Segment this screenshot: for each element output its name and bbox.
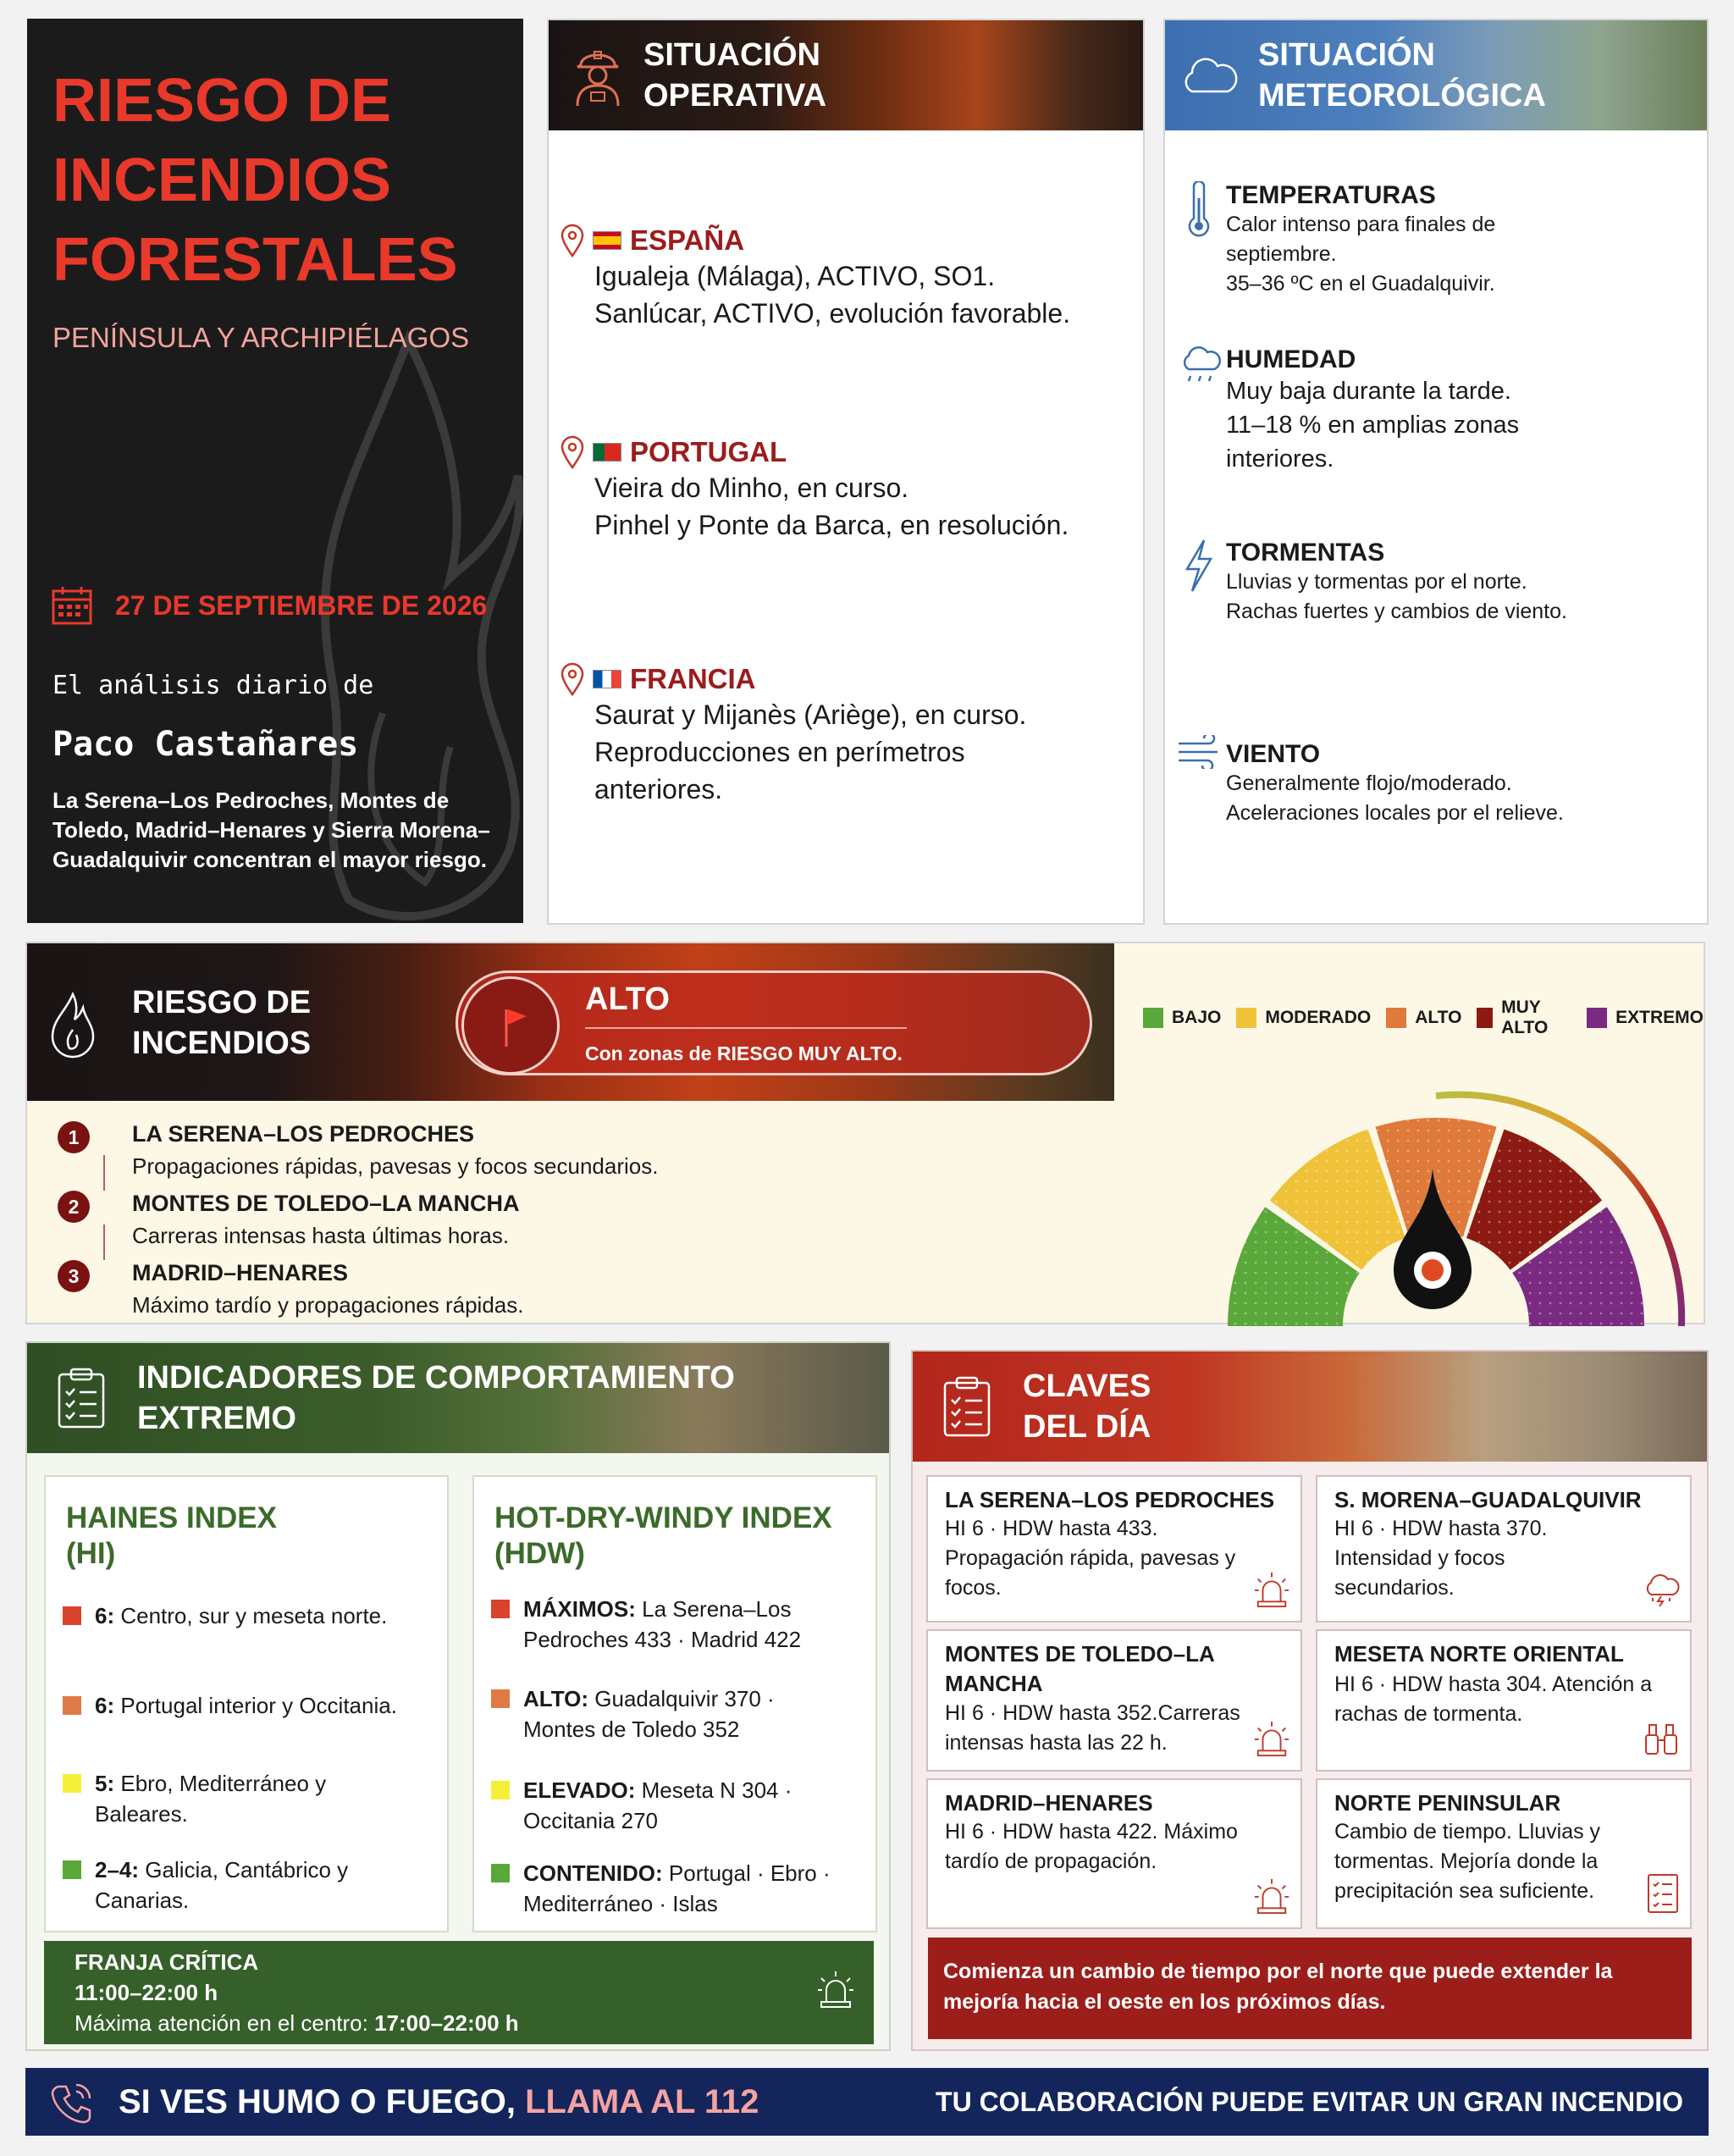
keys-panel [911, 1350, 1709, 2051]
siren-icon [1253, 1571, 1290, 1612]
key-card-text: HI 6 · HDW hasta 304. Atención a rachas de tormenta. [1334, 1672, 1653, 1726]
haines-text: Galicia, Cantábrico y Canarias. [95, 1857, 349, 1913]
hdw-row [491, 1775, 830, 1836]
zone-name: MADRID–HENARES [132, 1260, 349, 1285]
critical-note-hours: 17:00–22:00 h [374, 2010, 519, 2036]
flag-icon [464, 979, 562, 1077]
meteo-line: septiembre. [1226, 242, 1337, 266]
haines-title: HAINES INDEX (HI) [66, 1501, 277, 1570]
country-line: Igualeja (Málaga), ACTIVO, SO1. [594, 261, 996, 291]
legend-item [1386, 1008, 1461, 1028]
emergency-number: LLAMA AL 112 [525, 2082, 759, 2120]
key-card [1316, 1629, 1692, 1772]
level-swatch [63, 1860, 81, 1879]
risk-panel [25, 942, 1705, 1324]
legend-swatch [1143, 1008, 1163, 1028]
meteo-line: Aceleraciones locales por el relieve. [1226, 801, 1564, 825]
level-swatch [63, 1606, 81, 1625]
checklist-icon [942, 1374, 992, 1439]
meteo-viento [1182, 740, 1698, 828]
haines-text: Ebro, Mediterráneo y Baleares. [95, 1771, 327, 1827]
siren-icon [816, 1970, 855, 2009]
rain-cloud-icon [1179, 346, 1223, 392]
country-line: Pinhel y Ponte da Barca, en resolución. [594, 510, 1069, 540]
france-flag-icon [593, 670, 621, 688]
country-espana [561, 224, 1136, 332]
legend-swatch [1236, 1008, 1256, 1028]
haines-box [44, 1475, 449, 1932]
operativa-header [549, 20, 1143, 130]
country-line: Sanlúcar, ACTIVO, evolución favorable. [594, 298, 1071, 329]
risk-gauge [1182, 1067, 1707, 1330]
haines-text: Centro, sur y meseta norte. [114, 1603, 388, 1628]
footer-slogan: TU COLABORACIÓN PUEDE EVITAR UN GRAN INCENDIO [936, 2086, 1683, 2117]
critical-title: FRANJA CRÍTICA [75, 1949, 259, 1975]
meteo-line: Calor intenso para finales de [1226, 213, 1496, 236]
location-pin-icon [561, 435, 584, 469]
meteo-line: Muy baja durante la tarde. [1226, 378, 1511, 405]
meteo-line: interiores. [1226, 445, 1334, 473]
storm-cloud-icon [1643, 1571, 1680, 1612]
key-card-text: HI 6 · HDW hasta 370. Intensidad y focos secundarios. [1334, 1517, 1548, 1600]
key-card-text: HI 6 · HDW hasta 352.Carreras intensas hasta las 22 h. [945, 1701, 1240, 1755]
meteo-line: Lluvias y tormentas por el norte. [1226, 570, 1527, 594]
key-card-title: MESETA NORTE ORIENTAL [1334, 1641, 1624, 1667]
legend-item [1587, 1008, 1704, 1028]
country-portugal [561, 435, 1136, 544]
keys-header [913, 1352, 1707, 1462]
hdw-level: MÁXIMOS: [523, 1596, 636, 1622]
key-card [926, 1475, 1302, 1623]
meteo-line: 35–36 ºC en el Guadalquivir. [1226, 272, 1495, 296]
binoculars-icon [1643, 1720, 1680, 1761]
meteo-line: Generalmente flojo/moderado. [1226, 771, 1512, 795]
location-pin-icon [561, 662, 584, 696]
siren-icon [1253, 1720, 1290, 1761]
legend-label: MODERADO [1265, 1008, 1372, 1027]
hdw-row [491, 1858, 847, 1919]
critical-window [44, 1941, 874, 2044]
checklist-icon [56, 1366, 107, 1430]
haines-level: 5: [95, 1771, 115, 1796]
level-swatch [491, 1600, 510, 1618]
legend-item [1143, 1008, 1221, 1028]
critical-note-prefix: Máxima atención en el centro: [75, 2010, 375, 2036]
zone-text: Propagaciones rápidas, pavesas y focos secundarios. [132, 1153, 659, 1179]
key-card-title: MONTES DE TOLEDO–LA MANCHA [945, 1641, 1214, 1696]
level-swatch [63, 1696, 81, 1715]
risk-level: ALTO [585, 981, 670, 1017]
date-row [51, 584, 487, 627]
country-name: PORTUGAL [630, 436, 787, 467]
zone-number: 3 [58, 1260, 90, 1292]
meteo-item-title: TORMENTAS [1226, 539, 1385, 567]
key-card-title: LA SERENA–LOS PEDROCHES [945, 1487, 1275, 1512]
meteo-temperaturas [1182, 181, 1698, 299]
risk-header [27, 943, 1114, 1101]
operativa-panel [547, 19, 1145, 925]
haines-row [63, 1600, 435, 1631]
country-francia [561, 662, 1136, 808]
legend-swatch [1477, 1008, 1493, 1028]
flame-icon [47, 991, 98, 1059]
key-card-text: HI 6 · HDW hasta 422. Máximo tardío de propagación. [945, 1820, 1238, 1873]
zone-text: Carreras intensas hasta últimas horas. [132, 1223, 510, 1248]
legend-item [1477, 998, 1571, 1038]
zone-text: Máximo tardío y propagaciones rápidas. [132, 1292, 524, 1318]
meteo-item-title: HUMEDAD [1226, 346, 1356, 373]
keys-title: CLAVES DEL DÍA [1023, 1368, 1151, 1445]
haines-row [63, 1768, 342, 1829]
key-card [926, 1629, 1302, 1772]
country-name: ESPAÑA [630, 224, 745, 256]
key-card [1316, 1475, 1692, 1623]
legend-swatch [1386, 1008, 1406, 1028]
key-card-text: HI 6 · HDW hasta 433. Propagación rápida, pavesas y focos. [945, 1517, 1236, 1600]
haines-text: Portugal interior y Occitania. [114, 1693, 397, 1718]
key-card-title: MADRID–HENARES [945, 1790, 1153, 1816]
siren-icon [1253, 1877, 1290, 1919]
report-date: 27 DE SEPTIEMBRE DE 2026 [115, 589, 488, 621]
key-card [1316, 1778, 1692, 1929]
critical-note [75, 2010, 519, 2037]
keys-note: Comienza un cambio de tiempo por el norte que puede extender la mejoría hacia el oeste en los próximos días. [928, 1938, 1692, 2039]
level-swatch [63, 1774, 81, 1793]
key-card-title: S. MORENA–GUADALQUIVIR [1334, 1487, 1642, 1512]
country-line: Reproducciones en perímetros [594, 737, 965, 767]
key-card-text: Cambio de tiempo. Lluvias y tormentas. Mejoría donde la precipitación sea suficiente. [1334, 1820, 1601, 1903]
hdw-row [491, 1594, 830, 1655]
cloud-icon [1179, 54, 1240, 97]
risk-level-note: Con zonas de RIESGO MUY ALTO. [585, 1042, 903, 1064]
operativa-title: SITUACIÓN OPERATIVA [643, 37, 827, 113]
country-line: Vieira do Minho, en curso. [594, 473, 909, 503]
hdw-title: HOT-DRY-WINDY INDEX (HDW) [494, 1501, 832, 1570]
hdw-text: Portugal · Ebro · Mediterráneo · Islas [523, 1860, 831, 1916]
indicators-title: INDICADORES DE COMPORTAMIENTO EXTREMO [137, 1360, 735, 1436]
hdw-row [491, 1683, 830, 1744]
main-title: RIESGO DE INCENDIOS FORESTALES [52, 67, 458, 294]
hdw-text: La Serena–Los Pedroches 433 · Madrid 422 [523, 1596, 802, 1652]
legend-label: ALTO [1415, 1008, 1462, 1027]
meteo-line: Rachas fuertes y cambios de viento. [1226, 600, 1567, 623]
meteo-item-title: TEMPERATURAS [1226, 181, 1436, 209]
footer-banner [25, 2068, 1709, 2136]
zone-number: 2 [58, 1191, 90, 1223]
portugal-flag-icon [593, 443, 621, 462]
zone-number: 1 [58, 1121, 90, 1153]
indicators-panel [25, 1341, 891, 2051]
country-line: Saurat y Mijanès (Ariège), en curso. [594, 699, 1027, 730]
meteo-item-title: VIENTO [1226, 740, 1321, 768]
country-line: anteriores. [594, 774, 723, 804]
key-card [926, 1778, 1302, 1929]
hdw-level: ELEVADO: [523, 1777, 636, 1803]
hdw-box [472, 1475, 877, 1932]
level-swatch [491, 1781, 510, 1799]
haines-level: 6: [95, 1693, 115, 1718]
location-pin-icon [561, 224, 584, 257]
legend-label: BAJO [1172, 1008, 1222, 1027]
haines-row [63, 1690, 435, 1721]
hdw-text: Guadalquivir 370 · Montes de Toledo 352 [523, 1686, 775, 1742]
country-name: FRANCIA [630, 663, 756, 694]
meteo-title: SITUACIÓN METEOROLÓGICA [1258, 37, 1546, 113]
haines-level: 2–4: [95, 1857, 140, 1882]
zone-name: MONTES DE TOLEDO–LA MANCHA [132, 1191, 520, 1216]
legend-swatch [1587, 1008, 1607, 1028]
critical-hours: 11:00–22:00 h [75, 1980, 218, 2005]
haines-row [63, 1855, 384, 1916]
level-swatch [491, 1689, 510, 1708]
calendar-icon [51, 584, 93, 627]
meteo-line: 11–18 % en amplias zonas [1226, 412, 1520, 439]
zone-name: LA SERENA–LOS PEDROCHES [132, 1121, 475, 1147]
author-name: Paco Castañares [52, 725, 359, 764]
subtitle: PENÍNSULA Y ARCHIPIÉLAGOS [52, 322, 470, 353]
meteo-humedad [1182, 346, 1698, 476]
key-card-title: NORTE PENINSULAR [1334, 1790, 1561, 1816]
meteo-header [1165, 20, 1707, 130]
spain-flag-icon [593, 231, 621, 250]
phone-icon [49, 2081, 93, 2126]
footer-call-prefix: SI VES HUMO O FUEGO, [119, 2082, 526, 2120]
level-swatch [491, 1864, 510, 1882]
firefighter-icon [571, 43, 625, 108]
title-panel [27, 19, 523, 923]
haines-level: 6: [95, 1603, 115, 1628]
thermometer-icon [1182, 181, 1216, 245]
checklist-icon [1646, 1872, 1680, 1919]
legend-label: EXTREMO [1615, 1008, 1704, 1027]
hdw-level: CONTENIDO: [523, 1860, 663, 1886]
footer-call-text [119, 2083, 759, 2121]
meteo-panel [1163, 19, 1709, 925]
hdw-level: ALTO: [523, 1686, 589, 1711]
analysis-label: El análisis diario de [52, 671, 374, 700]
indicators-header [27, 1343, 889, 1453]
risk-title: RIESGO DE INCENDIOS [132, 985, 312, 1061]
risk-level-pill [456, 970, 1092, 1075]
hdw-text: Meseta N 304 · Occitania 270 [523, 1777, 792, 1833]
summary-note: La Serena–Los Pedroches, Montes de Toledo, Madrid–Henares y Sierra Morena–Guadalquivir concentran el mayor riesgo. [52, 788, 490, 872]
meteo-tormentas [1182, 539, 1698, 627]
lightning-icon [1182, 539, 1216, 597]
legend-label: MUY ALTO [1501, 998, 1549, 1037]
risk-legend [1143, 998, 1704, 1038]
wind-icon [1177, 735, 1224, 773]
legend-item [1236, 1008, 1371, 1028]
